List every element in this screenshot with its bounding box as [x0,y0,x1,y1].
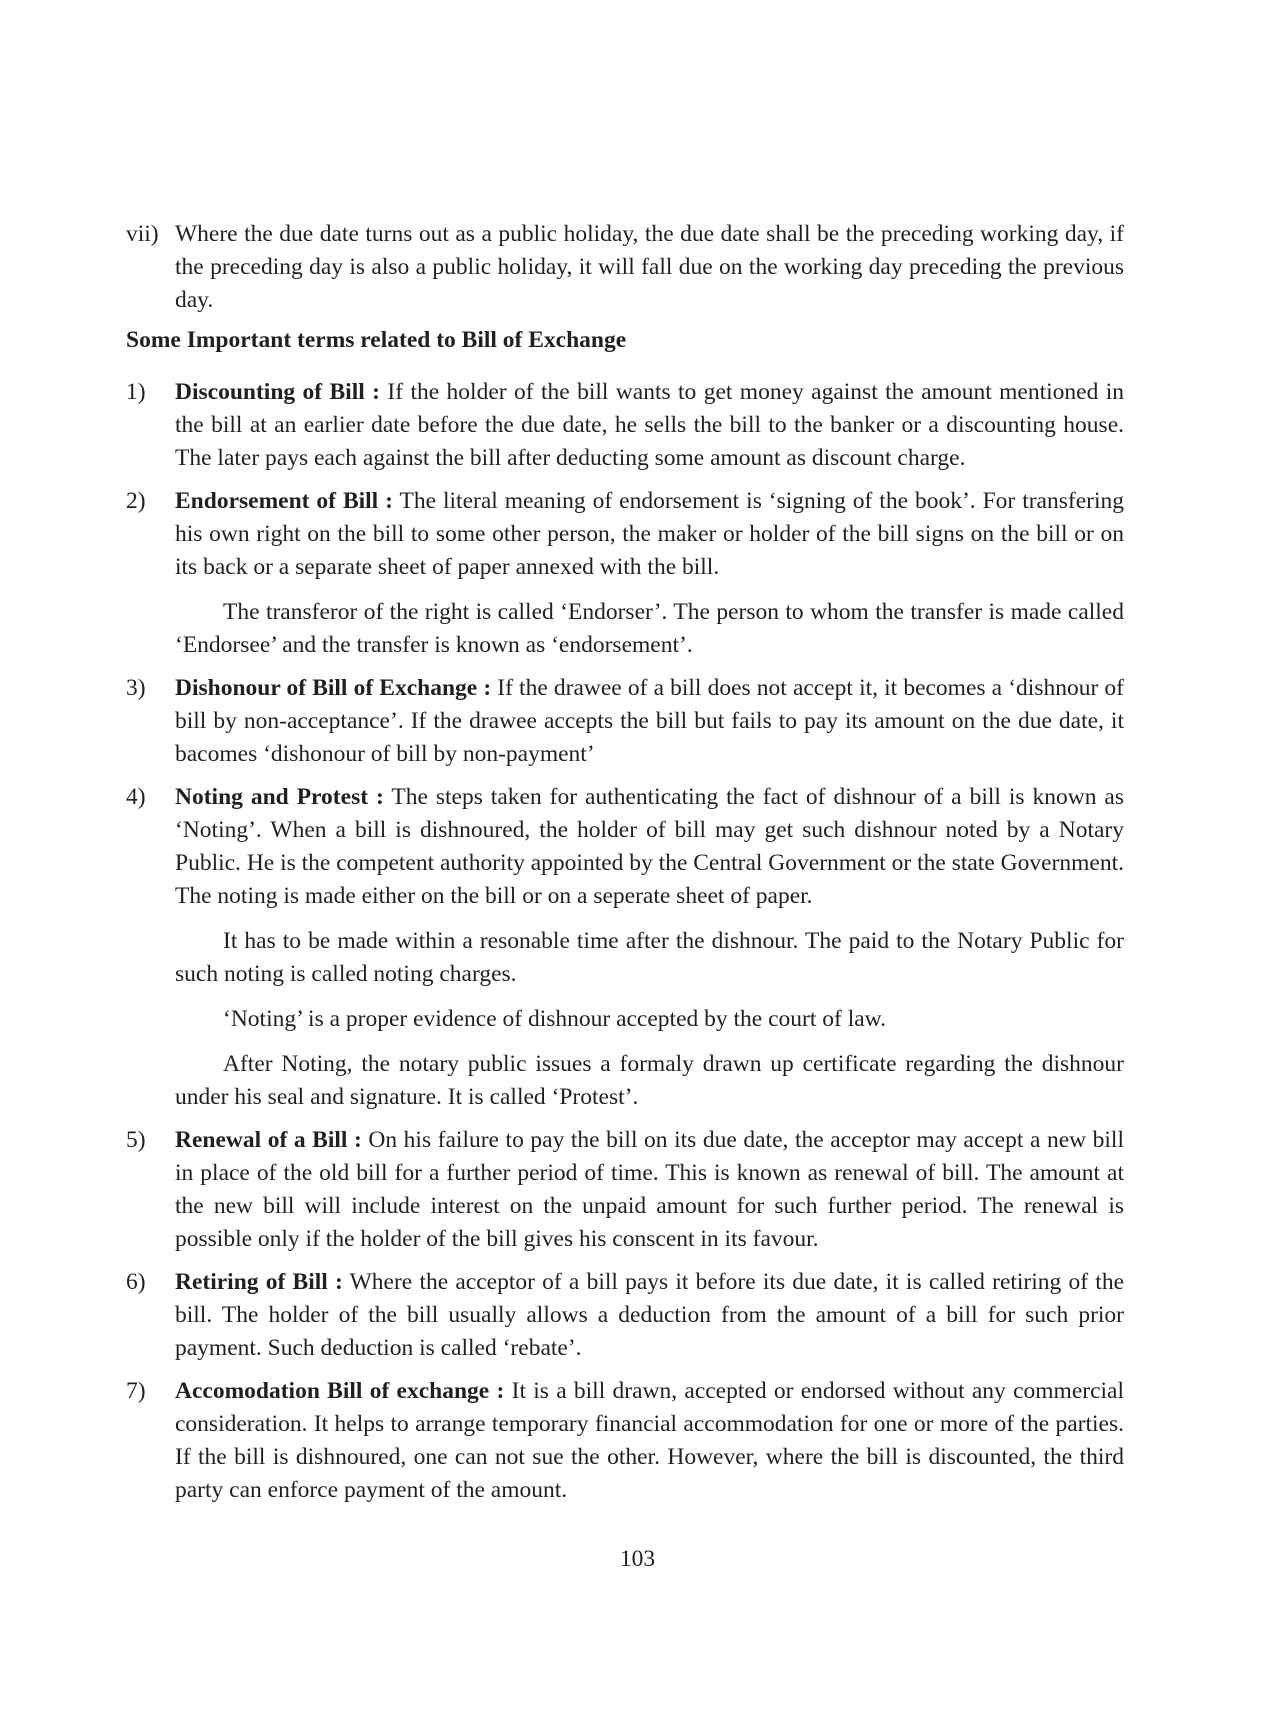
term-text: If the drawee of a bill does not accept it, it becomes a ‘dishnour of bill by non-acceptance’. If the drawee accepts the bill but fails to pay its amount on the due date, it bacomes ‘dishonour of bill by non-payment’ [175,675,1124,767]
term-title: Retiring of Bill : [175,1269,343,1295]
item-number: 5) [126,1127,146,1153]
term-text: The literal meaning of endorsement is ‘signing of the book’. For transfering his own right on the bill to some other person, the maker or holder of the bill signs on the bill or on its back or a separate sheet of paper annexed with the bill. [175,488,1124,580]
term-text: The steps taken for authenticating the fact of dishnour of a bill is known as ‘Noting’. When a bill is dishnoured, the holder of bill may get such dishnour noted by a Notary Public. He is the competent authority appointed by the Central Government or the state Government. The noting is made either on the bill or on a seperate sheet of paper. [175,784,1124,909]
term-title: Renewal of a Bill : [175,1127,362,1153]
term-item-dishonour [126,672,1124,771]
item-number: 4) [126,784,146,810]
term-item-discounting [126,376,1124,475]
term-item-retiring [126,1266,1124,1365]
term-title: Dishonour of Bill of Exchange : [175,675,492,701]
term-item-renewal [126,1124,1124,1256]
term-item-accomodation [126,1375,1124,1507]
item-number: 6) [126,1269,146,1295]
term-text: If the holder of the bill wants to get money against the amount mentioned in the bill at an earlier date before the due date, he sells the bill to the banker or a discounting house. The later pays each against the bill after deducting some amount as discount charge. [175,379,1124,471]
term-text: On his failure to pay the bill on its due date, the acceptor may accept a new bill in place of the old bill for a further period of time. This is known as renewal of bill. The amount at the new bill will include interest on the unpaid amount for such further period. The renewal is possible only if the holder of the bill gives his conscent in its favour. [175,1127,1124,1252]
term-text: It is a bill drawn, accepted or endorsed without any commercial consideration. It helps to arrange temporary financial accommodation for one or more of the parties. If the bill is dishnoured, one can not sue the other. However, where the bill is discounted, the third party can enforce payment of the amount. [175,1378,1124,1503]
term-item-endorsement [126,485,1124,662]
item-number: 7) [126,1378,146,1404]
item-number: 3) [126,675,146,701]
term-continuation: The transferor of the right is called ‘Endorser’. The person to whom the transfer is made called ‘Endorsee’ and the transfer is known as ‘endorsement’. [175,599,1124,658]
item-number: 1) [126,379,146,405]
term-continuation: It has to be made within a resonable time after the dishnour. The paid to the Notary Public for such noting is called noting charges. [175,928,1124,987]
term-continuation: After Noting, the notary public issues a formaly drawn up certificate regarding the dishnour under his seal and signature. It is called ‘Protest’. [175,1051,1124,1110]
item-number: vii) [126,221,159,247]
term-continuation: ‘Noting’ is a proper evidence of dishnour accepted by the court of law. [223,1006,886,1032]
section-heading: Some Important terms related to Bill of Exchange [126,327,627,353]
page-number: 103 [619,1546,656,1572]
item-number: 2) [126,488,146,514]
term-title: Endorsement of Bill : [175,488,393,514]
item-text: Where the due date turns out as a public holiday, the due date shall be the preceding working day, if the preceding day is also a public holiday, it will fall due on the working day preceding the previous day. [175,221,1124,313]
term-text: Where the acceptor of a bill pays it before its due date, it is called retiring of the bill. The holder of the bill usually allows a deduction from the amount of a bill for such prior payment. Such deduction is called ‘rebate’. [175,1269,1124,1361]
term-title: Noting and Protest : [175,784,384,810]
page-content [126,218,1124,1507]
list-item-vii [126,218,1124,317]
term-item-noting-protest [126,781,1124,1114]
term-title: Discounting of Bill : [175,379,380,405]
term-title: Accomodation Bill of exchange : [175,1378,505,1404]
